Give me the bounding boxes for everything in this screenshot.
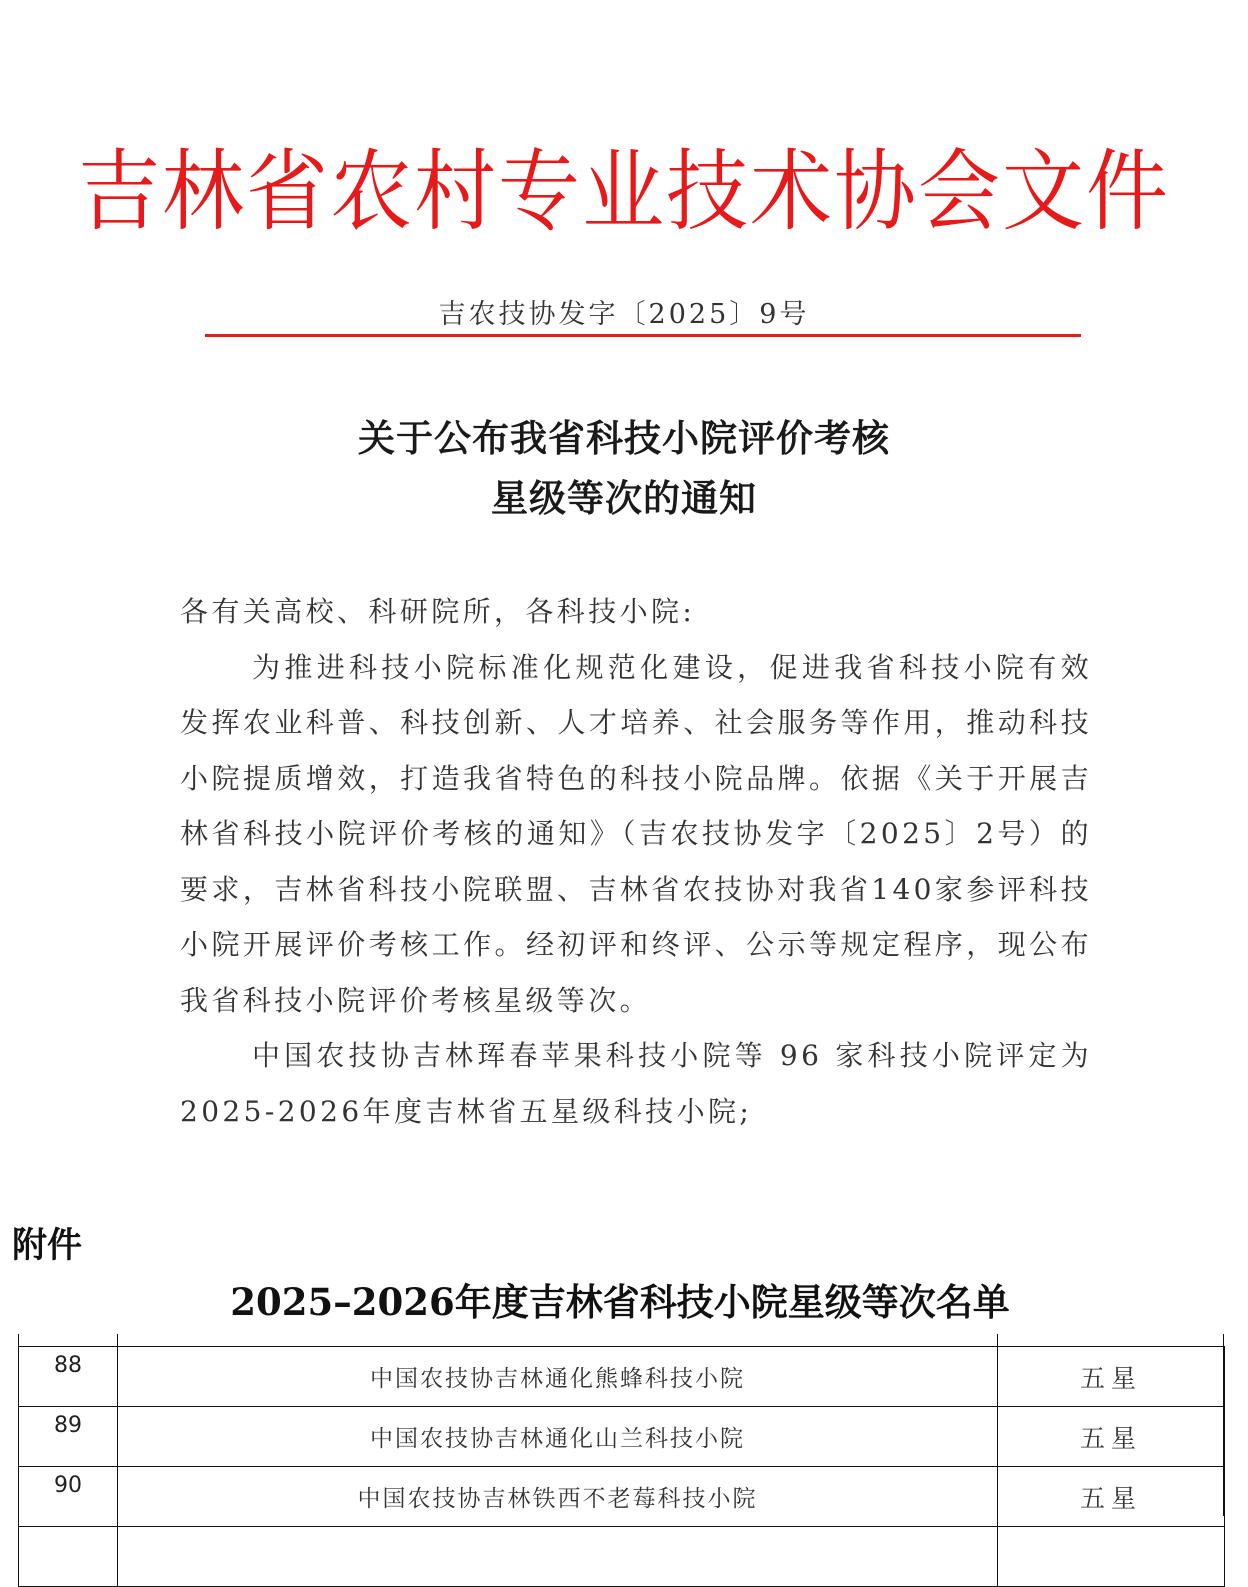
org-header-title: 吉林省农村专业技术协会文件: [77, 141, 1170, 244]
notice-body: [180, 584, 1092, 1139]
row-number: 88: [19, 1347, 118, 1407]
row-number: [19, 1527, 118, 1587]
attachment-label: 附件: [12, 1226, 83, 1266]
attachment-list-title: 2025–2026年度吉林省科技小院星级等次名单: [230, 1280, 1010, 1324]
ranking-table: [18, 1346, 1225, 1587]
star-level: [998, 1527, 1225, 1587]
row-number: 89: [19, 1407, 118, 1467]
institute-name: 中国农技协吉林铁西不老莓科技小院: [118, 1467, 998, 1527]
star-level: 五星: [998, 1347, 1225, 1407]
body-paragraph-2: 中国农技协吉林珲春苹果科技小院等 96 家科技小院评定为2025-2026年度吉林省五星级科技小院;: [180, 1039, 1092, 1128]
table-row: [19, 1407, 1225, 1467]
institute-name: 中国农技协吉林通化熊蜂科技小院: [118, 1347, 998, 1407]
salutation: 各有关高校、科研院所，各科技小院:: [180, 595, 696, 628]
institute-name: [118, 1527, 998, 1587]
notice-title-line2: 星级等次的通知: [491, 476, 757, 520]
notice-title: [0, 408, 1248, 528]
red-divider-line: [205, 334, 1081, 337]
document-number: 吉农技协发字〔2025〕9号: [438, 299, 810, 330]
table-row: [19, 1467, 1225, 1527]
row-number: 90: [19, 1467, 118, 1527]
star-level: 五星: [998, 1407, 1225, 1467]
body-paragraph-1: 为推进科技小院标准化规范化建设，促进我省科技小院有效发挥农业科普、科技创新、人才培养、社会服务等作用，推动科技小院提质增效，打造我省特色的科技小院品牌。依据《关于开展吉林省科技小院评价考核的通知》（吉农技协发字〔2025〕2号）的要求，吉林省科技小院联盟、吉林省农技协对我省140家参评科技小院开展评价考核工作。经初评和终评、公示等规定程序，现公布我省科技小院评价考核星级等次。: [180, 650, 1092, 1017]
institute-name: 中国农技协吉林通化山兰科技小院: [118, 1407, 998, 1467]
ranking-table-frame: [18, 1334, 1224, 1516]
star-level: 五星: [998, 1467, 1225, 1527]
table-row: [19, 1527, 1225, 1587]
notice-title-line1: 关于公布我省科技小院评价考核: [358, 416, 890, 460]
table-row: [19, 1347, 1225, 1407]
